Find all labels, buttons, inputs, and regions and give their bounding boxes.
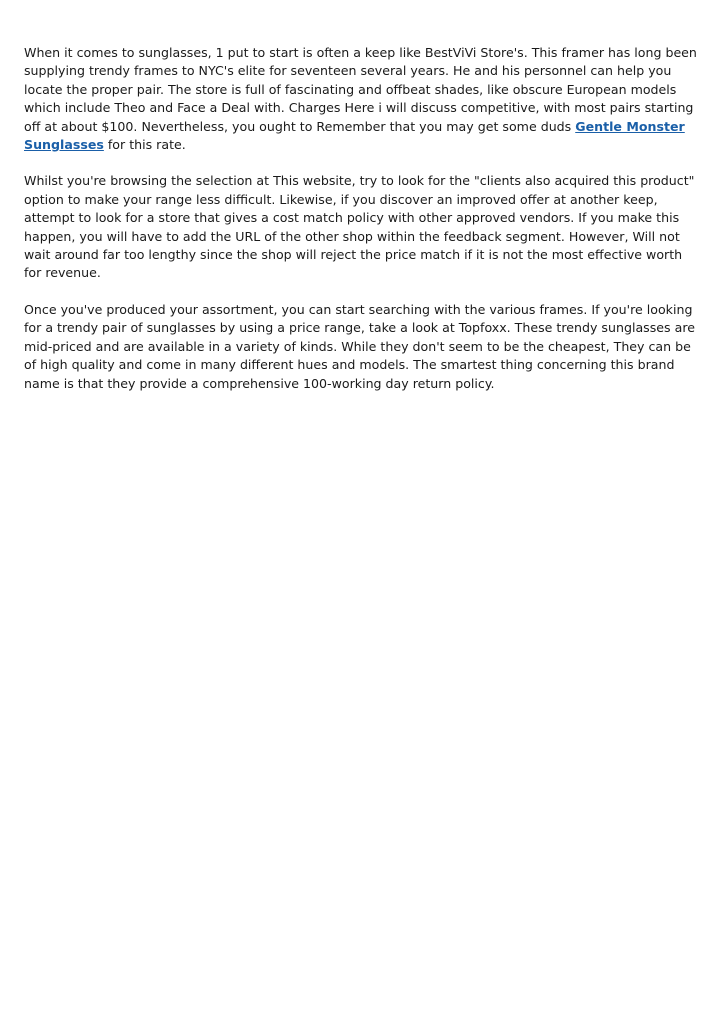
paragraph-3: Once you've produced your assortment, you can start searching with the various frames. If you're looking for a trendy pair of sunglasses by using a price range, take a look at Topfoxx. These trendy sunglasses are mid-priced and are available in a variety of kinds. While they don't seem to be the cheapest, They can be of high quality and come in many different hues and models. The smartest thing concerning this brand name is that they provide a comprehensive 100-working day return policy.: [24, 301, 695, 391]
gentle-monster-sunglasses-link[interactable]: Gentle Monster Sunglasses: [24, 118, 685, 153]
paragraph-2: Whilst you're browsing the selection at This website, try to look for the "clients also acquired this product" option to make your range less difficult. Likewise, if you discover an improved offer at another keep, attempt to look for a store that gives a cost match policy with other approved vendors. If you make this happen, you will have to add the URL of the other shop within the feedback segment. However, Will not wait around far too lengthy since the shop will reject the price match if it is not the most effective worth for revenue.: [24, 173, 695, 281]
paragraph-1-text-after: for this rate.: [103, 137, 186, 153]
paragraph-1-text-before: When it comes to sunglasses, 1 put to start is often a keep like BestViVi Store's. This framer has long been supplying trendy frames to NYC's elite for seventeen several years. He and his personnel can help you locate the proper pair. The store is full of fascinating and offbeat shades, like obscure European models which include Theo and Face a Deal with. Charges Here i will discuss competitive, with most pairs starting off at about $100. Nevertheless, you ought to Remember that you may get some duds: [24, 45, 697, 134]
paragraph-1: [24, 44, 698, 154]
article-body: [24, 44, 698, 411]
